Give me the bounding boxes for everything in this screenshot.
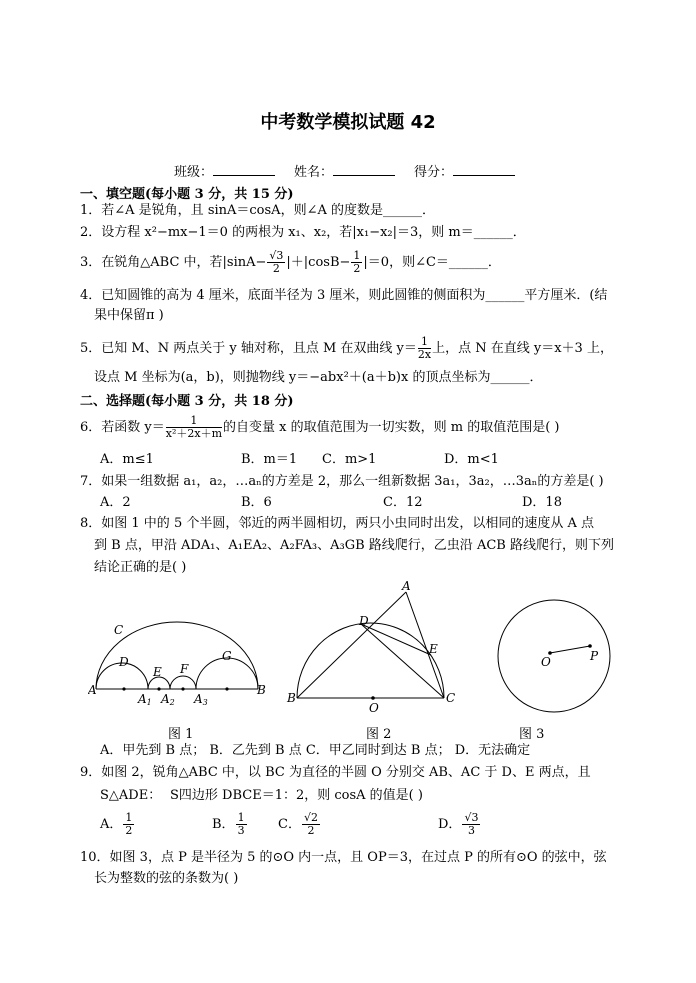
q3-text-b: |＋|cosB− — [286, 255, 351, 270]
fig1-label-F: F — [180, 662, 189, 676]
q9-option-c: C． $\frac{√2}{2}$ — [278, 811, 318, 837]
fig2-label-D: D — [359, 614, 369, 628]
fig3-op — [550, 646, 590, 653]
figure-3-caption: 图 3 — [519, 727, 545, 742]
fig1-label-A: A — [88, 683, 97, 697]
class-field — [174, 161, 275, 180]
q6-option-d: D．m<1 — [444, 452, 499, 467]
question-5-line2: 设点 M 坐标为(a，b)，则抛物线 y＝−abx²＋(a＋b)x 的顶点坐标为______． — [94, 370, 543, 385]
q9-option-a: A． $\frac{1}{2}$ — [100, 811, 133, 837]
fig3-label-O: O — [541, 655, 551, 669]
question-3 — [80, 250, 501, 275]
section2-heading: 二、选择题(每小题 3 分，共 18 分) — [80, 394, 294, 409]
class-label: 班级： — [174, 165, 214, 180]
question-8-line3: 结论正确的是( ) — [94, 560, 187, 575]
score-label: 得分： — [414, 165, 454, 180]
fig1-label-G: G — [222, 649, 232, 663]
question-8-line2: 到 B 点，甲沿 ADA₁、A₁EA₂、A₂FA₃、A₃GB 路线爬行，乙虫沿 ACB 路线爬行，则下列 — [94, 538, 614, 553]
score-field — [414, 161, 515, 180]
q6-text-a: 6．若函数 y＝ — [80, 420, 165, 435]
q3-frac1: $\frac{√3}{2}$ — [269, 249, 284, 275]
question-4-line1: 4．已知圆锥的高为 4 厘米，底面半径为 3 厘米，则此圆锥的侧面积为______平方厘米．(结 — [80, 288, 608, 303]
question-1: 1．若∠A 是锐角，且 sinA＝cosA，则∠A 的度数是______． — [80, 203, 435, 218]
fig1-label-D: D — [119, 655, 129, 669]
fig1-semicircle-f — [170, 676, 196, 689]
fig2-label-A: A — [402, 579, 411, 593]
question-10-line2: 长为整数的弦的条数为( ) — [94, 871, 239, 886]
q3-text-c: |＝0，则∠C＝______． — [363, 255, 501, 270]
q9-option-d: D． $\frac{√3}{3}$ — [438, 811, 479, 837]
name-field — [294, 161, 395, 180]
q6-option-a: A．m≤1 — [100, 452, 154, 467]
figure-1 — [88, 610, 273, 710]
q7-option-a: A．2 — [100, 495, 131, 510]
fig1-label-C: C — [114, 623, 124, 637]
figure-1-caption: 图 1 — [168, 727, 194, 742]
fig2-label-C: C — [446, 691, 456, 705]
q7-option-d: D．18 — [522, 495, 562, 510]
fig1-label-E: E — [153, 665, 162, 679]
figure-3 — [490, 596, 620, 718]
q6-option-c: C．m>1 — [322, 452, 377, 467]
section1-heading: 一、填空题(每小题 3 分，共 15 分) — [80, 187, 294, 202]
name-blank[interactable] — [333, 163, 395, 176]
fig1-label-A2: A2 — [161, 692, 175, 707]
q8-options: A．甲先到 B 点； B．乙先到 B 点 C．甲乙同时到达 B 点； D．无法确定 — [100, 743, 531, 758]
question-4-line2: 果中保留π ) — [94, 308, 164, 323]
fig2-label-B: B — [287, 691, 296, 705]
name-label: 姓名： — [294, 165, 334, 180]
q5-text-a: 5．已知 M、N 两点关于 y 轴对称，且点 M 在双曲线 y＝ — [80, 341, 417, 356]
q7-option-c: C．12 — [383, 495, 423, 510]
q9-ratio-a: S△ADE： — [100, 788, 162, 803]
q5-frac: $\frac{1}{2x}$ — [417, 335, 432, 361]
fig1-label-A3: A3 — [194, 692, 208, 707]
score-blank[interactable] — [453, 163, 515, 176]
fig2-label-O: O — [369, 701, 379, 715]
page-title: 中考数学模拟试题 42 — [260, 112, 436, 133]
q6-option-b: B．m＝1 — [241, 452, 298, 467]
fig2-de — [361, 624, 431, 655]
question-10-line1: 10．如图 3，点 P 是半径为 5 的⊙O 内一点，且 OP＝3，在过点 P 的所有⊙O 的弦中，弦 — [80, 850, 607, 865]
fig1-label-B: B — [257, 683, 266, 697]
fig2-semicircle — [297, 623, 444, 698]
q9-ratio-b: S四边形 DBCE＝1：2，则 cosA 的值是( ) — [170, 788, 423, 803]
fig2-dc — [361, 624, 444, 698]
question-8-line1: 8．如图 1 中的 5 个半圆，邻近的两半圆相切，两只小虫同时出发，以相同的速度从 A 点 — [80, 516, 594, 531]
q6-frac: $\frac{1}{\text{x²＋2x＋m}}$ — [165, 414, 222, 440]
q5-text-b: 上，点 N 在直线 y＝x＋3 上， — [432, 341, 613, 356]
q6-text-b: 的自变量 x 的取值范围为一切实数，则 m 的取值范围是( ) — [223, 420, 560, 435]
fig1-label-A1: A1 — [138, 692, 152, 707]
question-9-line1: 9．如图 2，锐角△ABC 中，以 BC 为直径的半圆 O 分别交 AB、AC 于 D、E 两点，且 — [80, 765, 591, 780]
fig2-ab — [297, 592, 406, 698]
question-2: 2．设方程 x²−mx−1＝0 的两根为 x₁、x₂，若|x₁−x₂|＝3，则 m＝______． — [80, 225, 526, 240]
fig2-ac — [406, 592, 444, 698]
q3-frac2: $\frac{1}{2}$ — [353, 249, 361, 275]
question-7: 7．如果一组数据 a₁，a₂，…aₙ的方差是 2，那么一组新数据 3a₁，3a₂，…3aₙ的方差是( ) — [80, 474, 604, 489]
q7-option-b: B．6 — [241, 495, 272, 510]
class-blank[interactable] — [213, 163, 275, 176]
q3-text-a: 3．在锐角△ABC 中，若|sinA− — [80, 255, 267, 270]
figure-2 — [284, 578, 464, 718]
q9-option-b: B． $\frac{1}{3}$ — [212, 811, 245, 837]
fig3-label-P: P — [590, 649, 599, 663]
question-5 — [80, 336, 613, 361]
figure-2-caption: 图 2 — [366, 727, 392, 742]
fig2-label-E: E — [429, 642, 438, 656]
question-6 — [80, 415, 559, 440]
